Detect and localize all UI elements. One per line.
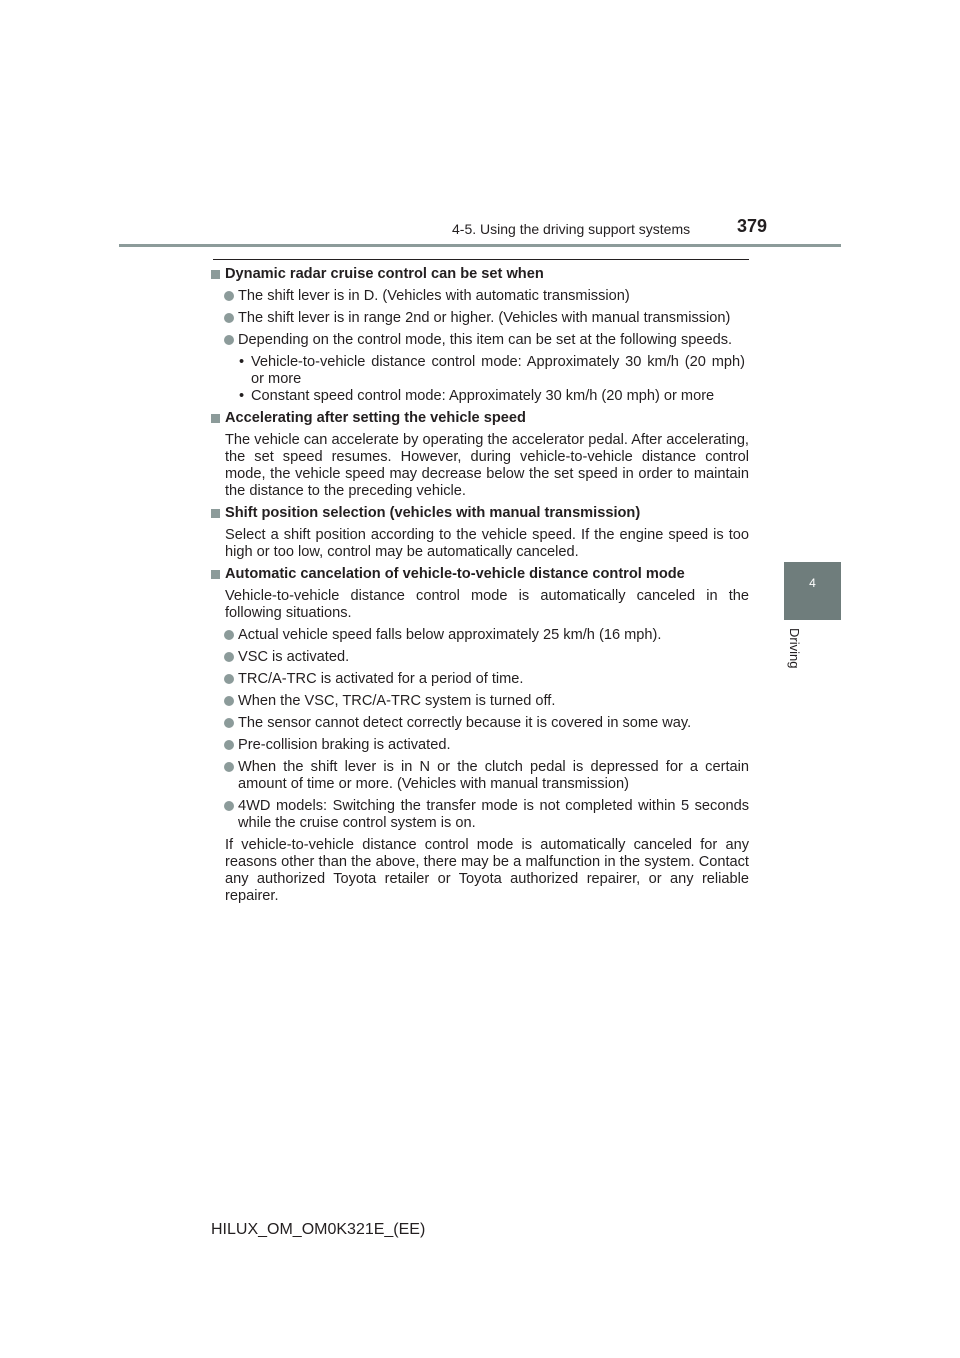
list-item-text: Pre-collision braking is activated. (238, 737, 451, 753)
list-item-text: Depending on the control mode, this item can be set at the following speeds. (238, 332, 733, 348)
footer-doc-code: HILUX_OM_OM0K321E_(EE) (211, 1221, 426, 1238)
circle-bullet-icon (224, 291, 234, 301)
circle-bullet-icon (224, 335, 234, 345)
section-heading (211, 566, 749, 583)
page-number: 379 (737, 216, 768, 236)
circle-bullet-icon (224, 652, 234, 662)
section-body-text: The vehicle can accelerate by operating the accelerator pedal. After accelerating, the set speed resumes. However, during vehicle-to-vehicle distance control mode, the vehicle speed may decrease below the set speed in order to maintain the distance to the preceding vehicle. (225, 432, 749, 499)
sub-list-item (211, 354, 745, 388)
section-heading-text: Shift position selection (vehicles with manual transmission) (225, 505, 641, 521)
list-item (211, 798, 749, 832)
list-item (211, 332, 749, 349)
list-item-text: When the shift lever is in N or the clutch pedal is depressed for a certain amount of time or more. (Vehicles with manual transmission) (238, 759, 749, 792)
main-content (211, 266, 749, 910)
list-item (211, 693, 749, 710)
chapter-number: 4 (809, 576, 816, 590)
section-shift-position (211, 505, 749, 561)
circle-bullet-icon (224, 740, 234, 750)
circle-bullet-icon (224, 718, 234, 728)
square-bullet-icon (211, 414, 220, 423)
section-automatic-cancelation (211, 566, 749, 905)
section-heading-text: Automatic cancelation of vehicle-to-vehicle distance control mode (225, 566, 685, 582)
square-bullet-icon (211, 570, 220, 579)
list-item (211, 310, 749, 327)
dot-bullet-icon: • (239, 354, 245, 370)
chapter-label: Driving (787, 628, 802, 669)
sub-list-item (211, 388, 745, 405)
list-item-text: The shift lever is in D. (Vehicles with automatic transmission) (238, 288, 630, 304)
chapter-tab (784, 562, 841, 620)
sub-list-item-text: Vehicle-to-vehicle distance control mode: Approximately 30 km/h (20 mph) or more (251, 354, 745, 387)
circle-bullet-icon (224, 696, 234, 706)
header-section-title: 4-5. Using the driving support systems (452, 221, 691, 237)
section-body-text: Vehicle-to-vehicle distance control mode is automatically canceled in the following situations. (225, 588, 749, 621)
circle-bullet-icon (224, 762, 234, 772)
list-item-text: Actual vehicle speed falls below approximately 25 km/h (16 mph). (238, 627, 662, 643)
section-cruise-control-set-conditions (211, 266, 749, 405)
section-heading (211, 266, 749, 283)
list-item (211, 649, 749, 666)
list-item-text: VSC is activated. (238, 649, 350, 665)
list-item-text: When the VSC, TRC/A-TRC system is turned off. (238, 693, 556, 709)
list-item (211, 627, 749, 644)
list-item (211, 737, 749, 754)
circle-bullet-icon (224, 630, 234, 640)
square-bullet-icon (211, 270, 220, 279)
section-heading-text: Dynamic radar cruise control can be set when (225, 266, 544, 282)
circle-bullet-icon (224, 674, 234, 684)
list-item-text: TRC/A-TRC is activated for a period of time. (238, 671, 524, 687)
section-heading (211, 410, 749, 427)
list-item-text: The shift lever is in range 2nd or higher. (Vehicles with manual transmission) (238, 310, 731, 326)
list-item-text: The sensor cannot detect correctly because it is covered in some way. (238, 715, 692, 731)
section-accelerating (211, 410, 749, 500)
list-item (211, 715, 749, 732)
section-body-text: Select a shift position according to the vehicle speed. If the engine speed is too high or too low, control may be automatically canceled. (225, 527, 749, 560)
sub-list (211, 354, 749, 405)
section-heading-text: Accelerating after setting the vehicle speed (225, 410, 526, 426)
list-item (211, 759, 749, 793)
list-item-text: 4WD models: Switching the transfer mode is not completed within 5 seconds while the cruise control system is on. (238, 798, 749, 831)
chapter-label-container (784, 620, 808, 680)
list-item (211, 671, 749, 688)
sub-list-item-text: Constant speed control mode: Approximately 30 km/h (20 mph) or more (251, 388, 715, 404)
section-closing-text: If vehicle-to-vehicle distance control mode is automatically canceled for any reasons other than the above, there may be a malfunction in the system. Contact any authorized Toyota retailer or Toyota authorized repairer, or any reliable repairer. (225, 837, 749, 904)
circle-bullet-icon (224, 801, 234, 811)
square-bullet-icon (211, 509, 220, 518)
content-top-divider (213, 259, 749, 260)
dot-bullet-icon: • (239, 388, 245, 404)
header-divider (119, 244, 841, 247)
circle-bullet-icon (224, 313, 234, 323)
section-heading (211, 505, 749, 522)
list-item (211, 288, 749, 305)
